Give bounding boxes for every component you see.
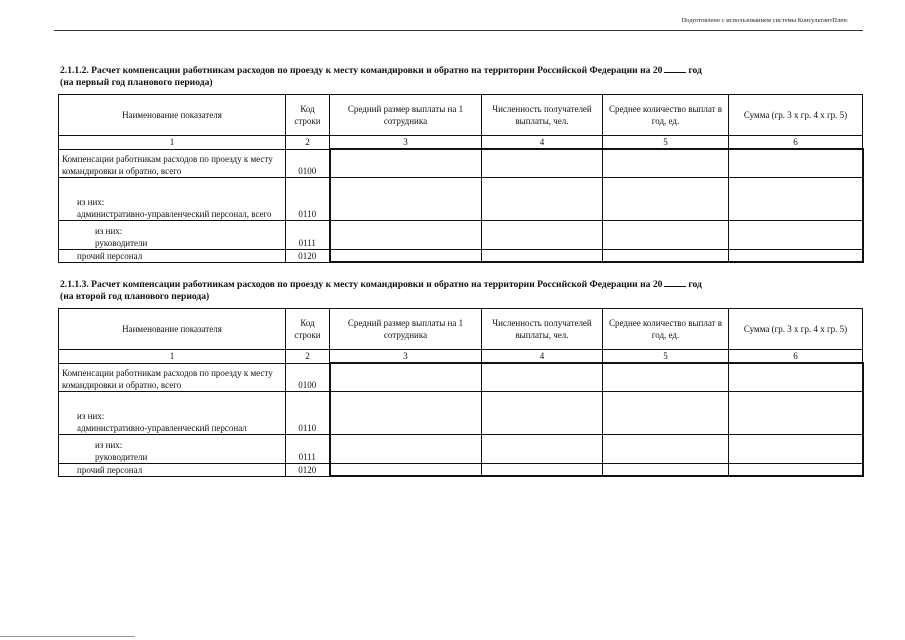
compensation-table	[58, 308, 864, 477]
row-name-prefix: из них:	[95, 439, 123, 450]
value-cell[interactable]	[330, 177, 482, 220]
table-row	[59, 391, 863, 434]
value-cell[interactable]	[729, 220, 863, 249]
table-row	[59, 249, 863, 262]
row-name: прочий персонал	[59, 249, 286, 262]
column-number: 3	[330, 136, 482, 150]
year-blank	[664, 63, 686, 73]
value-cell[interactable]	[603, 363, 729, 391]
value-cell[interactable]	[330, 463, 482, 476]
table-row	[59, 220, 863, 249]
column-header: Сумма (гр. 3 х гр. 4 х гр. 5)	[729, 309, 863, 350]
section-title-text: 2.1.1.3. Расчет компенсации работникам расходов по проезду к месту командировки и обратно на территории Российской Федерации на 20	[60, 279, 663, 290]
column-number: 4	[482, 350, 603, 364]
column-header: Код строки	[286, 95, 330, 136]
value-cell[interactable]	[330, 363, 482, 391]
value-cell[interactable]	[729, 177, 863, 220]
row-name	[59, 434, 286, 463]
section-title	[60, 277, 862, 291]
value-cell[interactable]	[729, 149, 863, 177]
value-cell[interactable]	[482, 391, 603, 434]
value-cell[interactable]	[482, 249, 603, 262]
column-number-row	[59, 136, 863, 150]
row-name: прочий персонал	[59, 463, 286, 476]
column-number: 1	[59, 136, 286, 150]
column-header: Средний размер выплаты на 1 сотрудника	[330, 95, 482, 136]
value-cell[interactable]	[482, 220, 603, 249]
value-cell[interactable]	[482, 434, 603, 463]
section-title	[60, 63, 862, 77]
table-header-row	[59, 309, 863, 350]
header-note: Подготовлено с использованием системы КонсультантПлюс	[681, 17, 848, 24]
table-row	[59, 463, 863, 476]
column-number: 5	[603, 350, 729, 364]
row-code: 0110	[286, 177, 330, 220]
row-name-prefix: из них:	[77, 196, 105, 207]
row-name	[59, 177, 286, 220]
value-cell[interactable]	[729, 463, 863, 476]
column-header: Численность получателей выплаты, чел.	[482, 309, 603, 350]
row-code: 0111	[286, 220, 330, 249]
section-title-year-word: год	[688, 279, 702, 290]
value-cell[interactable]	[482, 177, 603, 220]
value-cell[interactable]	[603, 249, 729, 262]
column-header: Наименование показателя	[59, 95, 286, 136]
footnote-rule	[0, 636, 135, 637]
value-cell[interactable]	[330, 391, 482, 434]
column-number: 6	[729, 350, 863, 364]
value-cell[interactable]	[330, 249, 482, 262]
row-name: Компенсации работникам расходов по проезду к месту командировки и обратно, всего	[59, 149, 286, 177]
value-cell[interactable]	[482, 363, 603, 391]
row-name-prefix: из них:	[77, 410, 105, 421]
column-number: 2	[286, 350, 330, 364]
section-subtitle: (на первый год планового периода)	[60, 77, 213, 88]
year-blank	[664, 277, 686, 287]
column-number: 1	[59, 350, 286, 364]
section-title-text: 2.1.1.2. Расчет компенсации работникам расходов по проезду к месту командировки и обратно на территории Российской Федерации на 20	[60, 65, 663, 76]
value-cell[interactable]	[603, 463, 729, 476]
value-cell[interactable]	[729, 249, 863, 262]
table-header-row	[59, 95, 863, 136]
column-header: Наименование показателя	[59, 309, 286, 350]
value-cell[interactable]	[729, 434, 863, 463]
value-cell[interactable]	[603, 177, 729, 220]
row-name-main: руководители	[95, 451, 148, 462]
row-name	[59, 391, 286, 434]
value-cell[interactable]	[603, 391, 729, 434]
row-name	[59, 220, 286, 249]
value-cell[interactable]	[603, 434, 729, 463]
row-code: 0100	[286, 363, 330, 391]
row-code: 0120	[286, 463, 330, 476]
column-header: Численность получателей выплаты, чел.	[482, 95, 603, 136]
row-code: 0100	[286, 149, 330, 177]
table-row	[59, 363, 863, 391]
value-cell[interactable]	[330, 220, 482, 249]
header-rule	[54, 30, 863, 31]
section-2-1-1-3	[58, 277, 862, 477]
table-row	[59, 434, 863, 463]
column-number: 5	[603, 136, 729, 150]
column-number: 6	[729, 136, 863, 150]
value-cell[interactable]	[330, 434, 482, 463]
value-cell[interactable]	[603, 149, 729, 177]
row-code: 0120	[286, 249, 330, 262]
table-row	[59, 149, 863, 177]
column-header: Среднее количество выплат в год, ед.	[603, 309, 729, 350]
column-number-row	[59, 350, 863, 364]
section-title-year-word: год	[688, 65, 702, 76]
row-name-main: руководители	[95, 237, 148, 248]
value-cell[interactable]	[482, 463, 603, 476]
table-row	[59, 177, 863, 220]
row-name: Компенсации работникам расходов по проезду к месту командировки и обратно, всего	[59, 363, 286, 391]
row-name-main: административно-управленческий персонал, всего	[77, 208, 272, 219]
section-2-1-1-2	[58, 63, 862, 263]
column-header: Код строки	[286, 309, 330, 350]
compensation-table	[58, 94, 864, 263]
row-name-prefix: из них:	[95, 225, 123, 236]
column-number: 2	[286, 136, 330, 150]
column-header: Сумма (гр. 3 х гр. 4 х гр. 5)	[729, 95, 863, 136]
column-header: Среднее количество выплат в год, ед.	[603, 95, 729, 136]
value-cell[interactable]	[603, 220, 729, 249]
value-cell[interactable]	[729, 391, 863, 434]
value-cell[interactable]	[482, 149, 603, 177]
column-header: Средний размер выплаты на 1 сотрудника	[330, 309, 482, 350]
column-number: 3	[330, 350, 482, 364]
value-cell[interactable]	[330, 149, 482, 177]
section-subtitle: (на второй год планового периода)	[60, 291, 210, 302]
column-number: 4	[482, 136, 603, 150]
row-code: 0110	[286, 391, 330, 434]
row-name-main: административно-управленческий персонал	[77, 422, 247, 433]
row-code: 0111	[286, 434, 330, 463]
value-cell[interactable]	[729, 363, 863, 391]
